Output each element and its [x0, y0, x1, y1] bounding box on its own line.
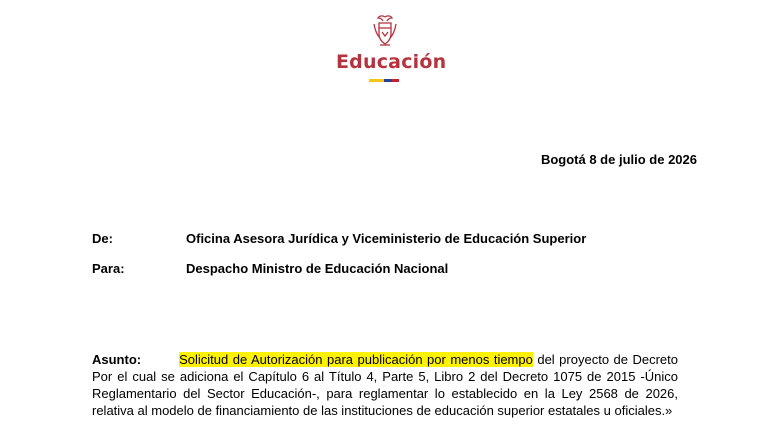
coat-of-arms-icon: [371, 14, 399, 48]
subject-label: Asunto:: [92, 352, 142, 367]
brand-name: Educación: [336, 51, 447, 73]
flag-yellow: [369, 79, 384, 82]
to-label: Para:: [92, 261, 125, 276]
subject-highlight: Solicitud de Autorización para publicación por menos tiempo: [179, 352, 533, 367]
colombia-flag-bar: [369, 79, 399, 82]
subject-text: del proyecto de Decreto Por el cual se adiciona el Capítulo 6 al Título 4, Parte 5, Libro 2 del Decreto 1075 de 2015 -Único Reglamentario del Sector Educación-, para reglamentar lo establecido en la Ley 2568 de 2026, relativa al modelo de financiamiento de las instituciones de educación superior estatales u oficiales.»: [92, 352, 679, 418]
ministry-logo: [330, 14, 440, 48]
flag-red: [392, 79, 399, 82]
memo-subject: [92, 351, 678, 419]
from-value: Oficina Asesora Jurídica y Viceministerio de Educación Superior: [186, 231, 587, 246]
to-value: Despacho Ministro de Educación Nacional: [186, 261, 449, 276]
from-label: De:: [92, 231, 113, 246]
flag-blue: [384, 79, 392, 82]
document-date: Bogotá 8 de julio de 2026: [540, 152, 697, 167]
